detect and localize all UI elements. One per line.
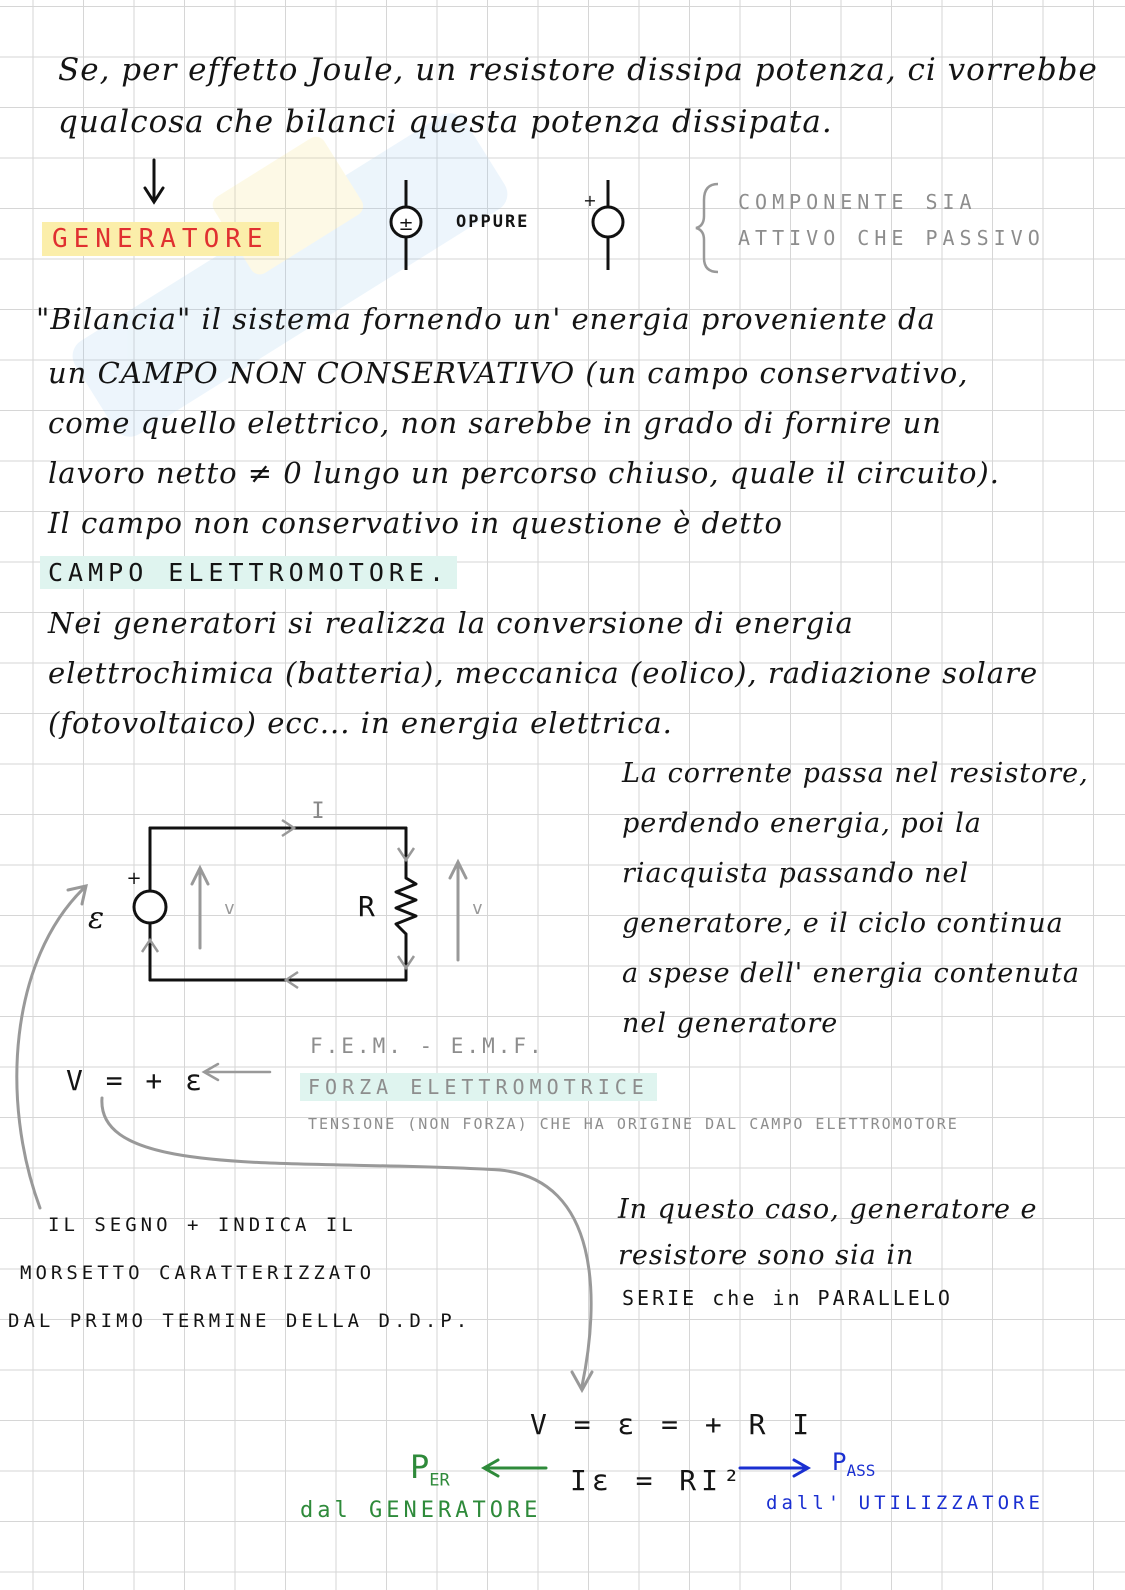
- right-note-line-4: generatore, e il ciclo continua: [622, 908, 1064, 939]
- sign-note-line-3: DAL PRIMO TERMINE DELLA D.D.P.: [8, 1310, 472, 1332]
- resistor-label: R: [358, 890, 375, 923]
- case-note-line-3: SERIE che in PARALLELO: [622, 1286, 953, 1310]
- sign-note-line-2: MORSETTO CARATTERIZZATO: [20, 1262, 376, 1284]
- resistor-icon: [396, 878, 416, 934]
- paragraph2-line-2: elettrochimica (batteria), meccanica (eolico), radiazione solare: [48, 656, 1039, 690]
- down-arrow-icon: [145, 160, 163, 202]
- from-user-label: dall' UTILIZZATORE: [766, 1492, 1044, 1514]
- voltage-label-right: v: [472, 898, 483, 919]
- sign-note-line-1: IL SEGNO + INDICA IL: [48, 1214, 357, 1236]
- right-note-line-5: a spese dell' energia contenuta: [622, 958, 1080, 989]
- campo-elettromotore: CAMPO ELETTROMOTORE.: [40, 556, 457, 589]
- paragraph1-line-4: lavoro netto ≠ 0 lungo un percorso chiuso, quale il circuito).: [48, 456, 1000, 490]
- green-left-arrow-icon: [484, 1460, 546, 1476]
- paragraph2-line-1: Nei generatori si realizza la conversione di energia: [48, 606, 854, 640]
- bottom-equation-1: V = ε = + R I: [530, 1408, 815, 1441]
- emf-description: TENSIONE (NON FORZA) CHE HA ORIGINE DAL CAMPO ELETTROMOTORE: [308, 1115, 959, 1133]
- left-arrow-icon: [204, 1064, 270, 1080]
- right-note-line-2: perdendo energia, poi la: [622, 808, 982, 839]
- curved-flow-arrow-icon: [102, 1098, 592, 1390]
- left-brace-icon: [696, 184, 718, 272]
- paragraph1-line-1: "Bilancia" il sistema fornendo un' energia proveniente da: [36, 302, 936, 336]
- component-note-line-2: ATTIVO CHE PASSIVO: [738, 226, 1045, 250]
- generator-label: GENERATORE: [42, 222, 279, 256]
- emf-equation: V = + ε: [66, 1064, 206, 1097]
- from-generator-label: dal GENERATORE: [300, 1498, 542, 1523]
- generator-alt-plus-text: +: [583, 191, 597, 210]
- component-note-line-1: COMPONENTE SIA: [738, 190, 977, 214]
- paragraph1-line-2: un CAMPO NON CONSERVATIVO (un campo conservativo,: [48, 356, 969, 390]
- case-note-line-1: In questo caso, generatore e: [618, 1194, 1038, 1225]
- current-label: I: [311, 799, 325, 824]
- voltage-label-left: v: [224, 898, 235, 919]
- right-note-line-3: riacquista passando nel: [622, 858, 970, 889]
- blue-right-arrow-icon: [740, 1460, 808, 1476]
- bottom-equation-2: Iε = RI²: [570, 1464, 745, 1497]
- paragraph2-line-3: (fotovoltaico) ecc... in energia elettrica.: [48, 706, 673, 740]
- power-ass-symbol: $P_{ASS}$: [832, 1448, 876, 1480]
- paragraph1-line-3: come quello elettrico, non sarebbe in grado di fornire un: [48, 406, 942, 440]
- intro-line-1: Se, per effetto Joule, un resistore dissipa potenza, ci vorrebbe: [58, 52, 1098, 88]
- curved-pointer-arrow-icon: [17, 886, 86, 1208]
- paragraph1-line-5: Il campo non conservativo in questione è detto: [48, 506, 783, 540]
- oppure-label: OPPURE: [456, 212, 530, 232]
- right-note-line-1: La corrente passa nel resistore,: [622, 758, 1089, 789]
- emf-symbol-label: ε: [87, 901, 105, 936]
- circuit-generator-icon: [134, 891, 166, 923]
- generator-plusminus-text: ±: [398, 214, 414, 235]
- emf-abbreviation: F.E.M. - E.M.F.: [310, 1034, 545, 1058]
- power-er-symbol: $P_{ER}$: [410, 1448, 450, 1491]
- emf-name: FORZA ELETTROMOTRICE: [300, 1073, 657, 1101]
- generator-alt-symbol-icon: [593, 180, 623, 270]
- generator-plus-label: +: [126, 868, 142, 889]
- right-note-line-6: nel generatore: [622, 1008, 839, 1039]
- case-note-line-2: resistore sono sia in: [618, 1240, 915, 1271]
- voltage-arrow-left-icon: [192, 868, 208, 948]
- intro-line-2: qualcosa che bilanci questa potenza dissipata.: [58, 104, 833, 140]
- voltage-arrow-right-icon: [450, 862, 466, 960]
